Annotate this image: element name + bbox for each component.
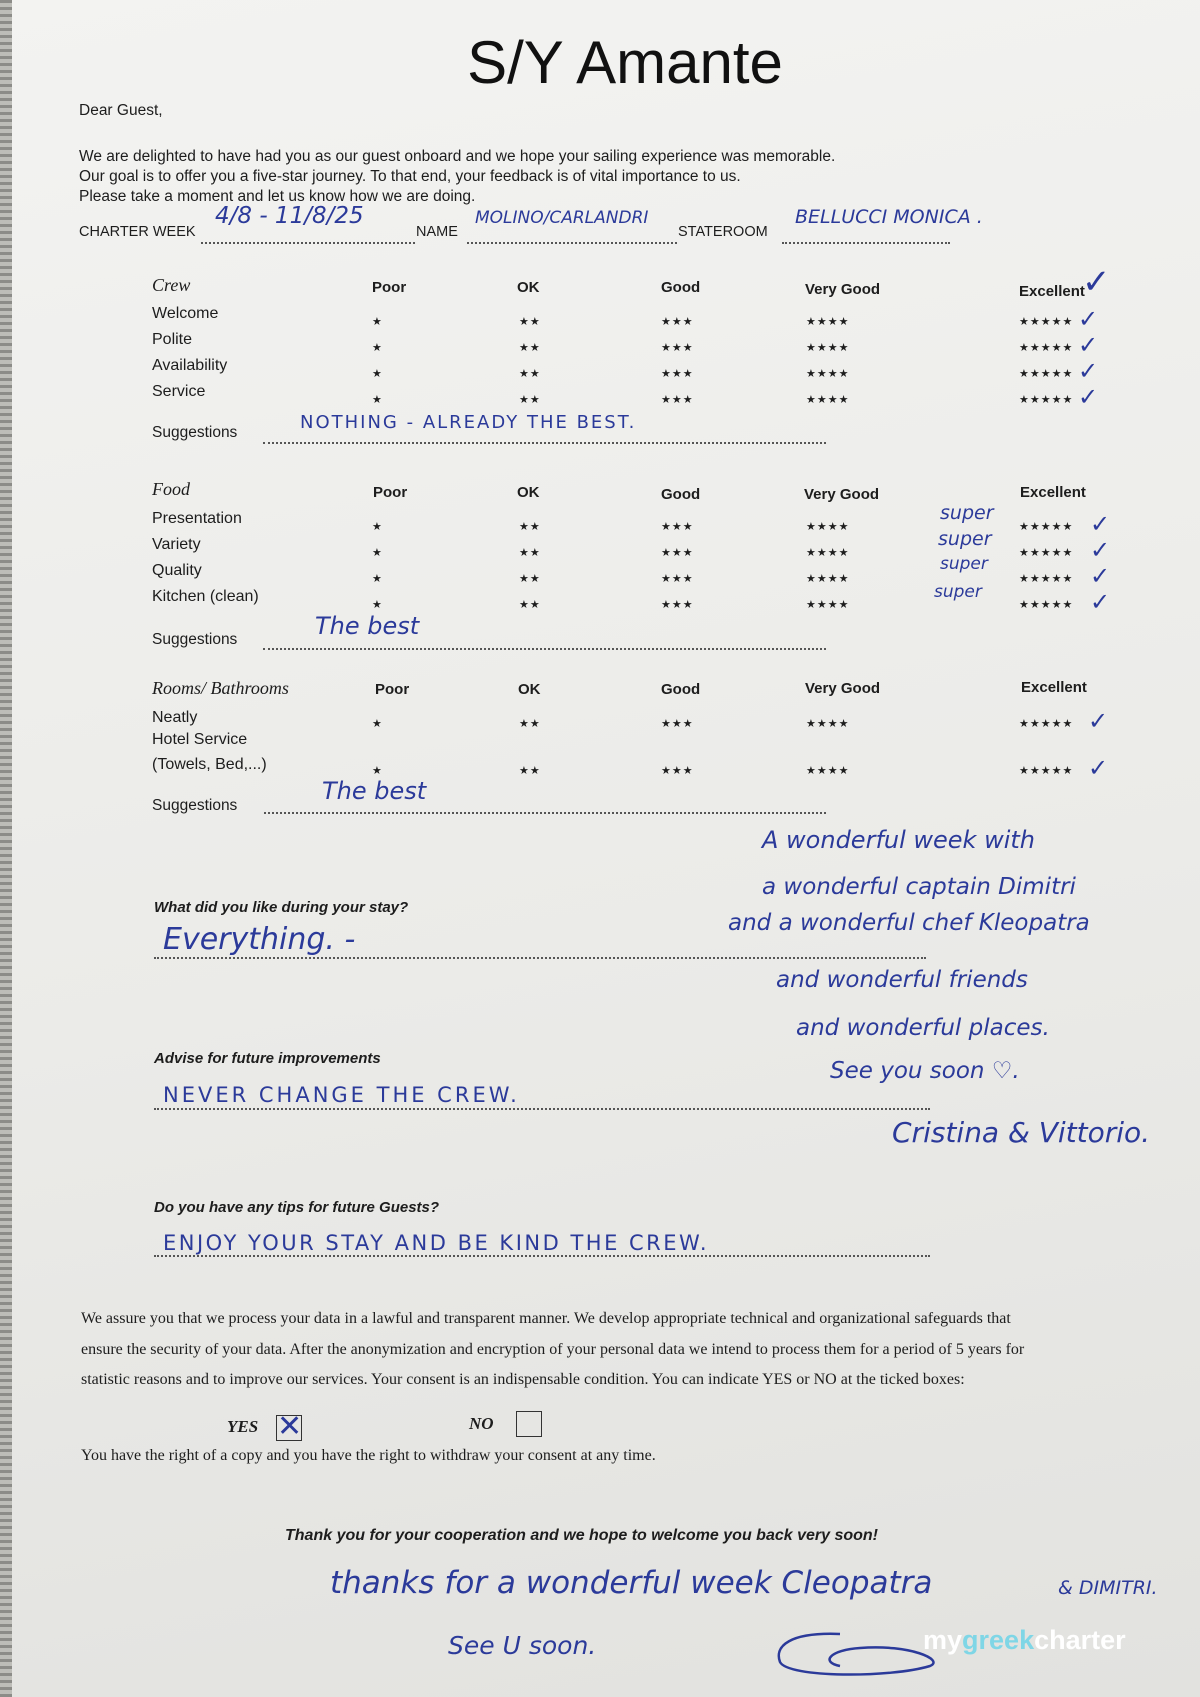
crew-row-2-star-option-2[interactable]: ★★ <box>519 368 541 380</box>
side-note-line-3: and a wonderful chef Kleopatra <box>728 910 1090 936</box>
rooms-row-0-check-icon: ✓ <box>1088 708 1109 735</box>
rooms-row-0-star-option-3[interactable]: ★★★ <box>661 718 694 730</box>
improve-question-label: Advise for future improvements <box>154 1050 381 1067</box>
rooms-row-1-star-option-1[interactable]: ★ <box>372 765 383 777</box>
crew-row-2-star-option-5[interactable]: ★★★★★ <box>1019 368 1074 380</box>
crew-row-2-star-option-1[interactable]: ★ <box>372 368 383 380</box>
crew-suggestions-line <box>263 442 826 444</box>
side-note-line-2: a wonderful captain Dimitri <box>762 874 1076 900</box>
crew-row-3-star-option-5[interactable]: ★★★★★ <box>1019 394 1074 406</box>
crew-item-welcome: Welcome <box>152 305 219 322</box>
excellent-header-check-icon: ✓ <box>1082 263 1111 301</box>
consent-no-label: NO <box>469 1414 494 1433</box>
charter-week-value[interactable]: 4/8 - 11/8/25 <box>215 203 364 229</box>
consent-no-checkbox[interactable] <box>516 1411 542 1437</box>
crew-row-1-check-icon: ✓ <box>1078 332 1099 359</box>
food-row-3-star-option-1[interactable]: ★ <box>372 599 383 611</box>
food-row-1-check-icon: ✓ <box>1090 537 1111 564</box>
food-row-0-star-option-3[interactable]: ★★★ <box>661 521 694 533</box>
rooms-row-1-star-option-4[interactable]: ★★★★ <box>806 765 850 777</box>
crew-row-0-star-option-2[interactable]: ★★ <box>519 316 541 328</box>
crew-item-polite: Polite <box>152 331 193 348</box>
consent-yes-cross-icon: ✕ <box>277 1410 303 1443</box>
food-row-0-star-option-4[interactable]: ★★★★ <box>806 521 850 533</box>
rooms-header-good: Good <box>661 681 701 698</box>
rooms-suggestions-label: Suggestions <box>152 797 238 814</box>
improve-answer[interactable]: NEVER CHANGE THE CREW. <box>163 1083 520 1107</box>
side-note-line-4: and wonderful friends <box>776 967 1028 993</box>
consent-rights: You have the right of a copy and you have the right to withdraw your consent at any time. <box>81 1447 656 1464</box>
food-note-kitchen: super <box>934 582 982 602</box>
liked-question-label: What did you like during your stay? <box>154 899 409 916</box>
food-row-1-star-option-2[interactable]: ★★ <box>519 547 541 559</box>
crew-header-ok: OK <box>517 279 540 296</box>
stateroom-value[interactable]: BELLUCCI MONICA . <box>795 206 983 228</box>
consent-yes-label: YES <box>227 1417 259 1436</box>
food-row-1-star-option-5[interactable]: ★★★★★ <box>1019 547 1074 559</box>
crew-header-poor: Poor <box>372 279 407 296</box>
rooms-row-0-star-option-2[interactable]: ★★ <box>519 718 541 730</box>
crew-suggestions-label: Suggestions <box>152 424 238 441</box>
crew-row-0-star-option-1[interactable]: ★ <box>372 316 383 328</box>
food-header-ok: OK <box>517 484 540 501</box>
rooms-suggestions-answer[interactable]: The best <box>322 777 427 805</box>
crew-item-availability: Availability <box>152 357 228 374</box>
consent-yes-checkbox[interactable] <box>276 1410 303 1443</box>
charter-week-label: CHARTER WEEK <box>79 224 196 240</box>
consent-line-3: statistic reasons and to improve our services. Your consent is an indispensable condition. You can indicate YES or NO at the ticked boxes: <box>81 1371 965 1388</box>
food-row-2-star-option-3[interactable]: ★★★ <box>661 573 694 585</box>
food-section-title: Food <box>152 479 190 499</box>
food-item-variety: Variety <box>152 536 201 553</box>
food-row-2-star-option-1[interactable]: ★ <box>372 573 383 585</box>
watermark-part-charter: charter <box>1034 1625 1126 1655</box>
food-header-excellent: Excellent <box>1020 484 1086 501</box>
intro-line-2: Our goal is to offer you a five-star journey. To that end, your feedback is of vital importance to us. <box>79 168 741 185</box>
crew-section-title: Crew <box>152 275 191 295</box>
watermark-logo <box>923 1625 1126 1656</box>
crew-row-0-star-option-5[interactable]: ★★★★★ <box>1019 316 1074 328</box>
charter-week-line <box>201 242 415 244</box>
food-row-0-star-option-2[interactable]: ★★ <box>519 521 541 533</box>
food-row-0-star-option-5[interactable]: ★★★★★ <box>1019 521 1074 533</box>
crew-row-2-check-icon: ✓ <box>1078 358 1099 385</box>
intro-line-3: Please take a moment and let us know how we are doing. <box>79 188 476 205</box>
food-row-2-check-icon: ✓ <box>1090 563 1111 590</box>
crew-row-1-star-option-5[interactable]: ★★★★★ <box>1019 342 1074 354</box>
rooms-header-very-good: Very Good <box>805 680 881 697</box>
crew-row-3-check-icon: ✓ <box>1078 384 1099 411</box>
rooms-row-1-star-option-3[interactable]: ★★★ <box>661 765 694 777</box>
food-note-variety: super <box>938 528 992 550</box>
crew-row-3-star-option-1[interactable]: ★ <box>372 394 383 406</box>
food-header-poor: Poor <box>373 484 408 501</box>
food-row-2-star-option-5[interactable]: ★★★★★ <box>1019 573 1074 585</box>
crew-header-excellent: Excellent <box>1019 283 1085 300</box>
food-row-1-star-option-3[interactable]: ★★★ <box>661 547 694 559</box>
rooms-row-0-star-option-5[interactable]: ★★★★★ <box>1019 718 1074 730</box>
crew-row-1-star-option-3[interactable]: ★★★ <box>661 342 694 354</box>
food-suggestions-answer[interactable]: The best <box>315 612 420 640</box>
rooms-suggestions-line <box>264 812 826 814</box>
crew-row-3-star-option-3[interactable]: ★★★ <box>661 394 694 406</box>
crew-row-3-star-option-2[interactable]: ★★ <box>519 394 541 406</box>
food-row-0-check-icon: ✓ <box>1090 511 1111 538</box>
food-row-3-star-option-5[interactable]: ★★★★★ <box>1019 599 1074 611</box>
food-row-3-star-option-3[interactable]: ★★★ <box>661 599 694 611</box>
crew-row-0-star-option-4[interactable]: ★★★★ <box>806 316 850 328</box>
crew-row-3-star-option-4[interactable]: ★★★★ <box>806 394 850 406</box>
intro-line-1: We are delighted to have had you as our guest onboard and we hope your sailing experience was memorable. <box>79 148 836 165</box>
food-row-1-star-option-4[interactable]: ★★★★ <box>806 547 850 559</box>
form-title: S/Y Amante <box>467 29 783 96</box>
food-note-quality: super <box>940 554 988 574</box>
crew-row-1-star-option-4[interactable]: ★★★★ <box>806 342 850 354</box>
crew-row-0-star-option-3[interactable]: ★★★ <box>661 316 694 328</box>
side-note-signature: Cristina & Vittorio. <box>892 1116 1151 1149</box>
food-row-3-check-icon: ✓ <box>1090 589 1111 616</box>
rooms-header-excellent: Excellent <box>1021 679 1087 696</box>
crew-item-service: Service <box>152 383 206 400</box>
binder-edge <box>0 0 12 1697</box>
food-header-very-good: Very Good <box>804 486 880 503</box>
crew-header-good: Good <box>661 279 701 296</box>
rooms-section-title: Rooms/ Bathrooms <box>152 678 289 698</box>
crew-row-1-star-option-1[interactable]: ★ <box>372 342 383 354</box>
closing-note-line-1: thanks for a wonderful week Cleopatra <box>330 1565 933 1601</box>
liked-answer-line <box>154 957 926 959</box>
stateroom-line <box>782 242 950 244</box>
food-note-presentation: super <box>940 502 994 524</box>
side-note-line-5: and wonderful places. <box>796 1015 1050 1041</box>
name-value[interactable]: MOLINO/CARLANDRI <box>475 208 649 228</box>
food-row-2-star-option-4[interactable]: ★★★★ <box>806 573 850 585</box>
rooms-row-1-check-icon: ✓ <box>1088 755 1109 782</box>
watermark-part-greek: greek <box>962 1625 1035 1655</box>
rooms-row-1-star-option-2[interactable]: ★★ <box>519 765 541 777</box>
closing-note-line-3: See U soon. <box>448 1631 597 1660</box>
stateroom-label: STATEROOM <box>678 224 768 240</box>
food-row-3-star-option-2[interactable]: ★★ <box>519 599 541 611</box>
consent-line-1: We assure you that we process your data in a lawful and transparent manner. We develop appropriate technical and organizational safeguards that <box>81 1310 1011 1327</box>
food-header-good: Good <box>661 486 701 503</box>
food-row-3-star-option-4[interactable]: ★★★★ <box>806 599 850 611</box>
rooms-item-towels-bed: (Towels, Bed,...) <box>152 756 267 773</box>
crew-header-very-good: Very Good <box>805 281 881 298</box>
side-note-line-1: A wonderful week with <box>762 826 1035 854</box>
closing-message: Thank you for your cooperation and we hope to welcome you back very soon! <box>285 1527 878 1544</box>
consent-line-2: ensure the security of your data. After the anonymization and encryption of your personal data we intend to process them for a period of 5 years for <box>81 1341 1025 1358</box>
liked-answer[interactable]: Everything. - <box>163 922 356 957</box>
rooms-row-0-star-option-1[interactable]: ★ <box>372 718 383 730</box>
rooms-item-neatly: Neatly <box>152 709 198 726</box>
food-suggestions-line <box>263 648 826 650</box>
food-item-kitchen: Kitchen (clean) <box>152 588 259 605</box>
crew-row-2-star-option-3[interactable]: ★★★ <box>661 368 694 380</box>
closing-note-line-2: & DIMITRI. <box>1058 1577 1158 1599</box>
improve-answer-line <box>154 1108 930 1110</box>
tips-answer-line <box>154 1255 930 1257</box>
crew-row-0-check-icon: ✓ <box>1078 306 1099 333</box>
tips-question-label: Do you have any tips for future Guests? <box>154 1199 440 1216</box>
name-label: NAME <box>416 224 458 240</box>
greeting: Dear Guest, <box>79 102 163 119</box>
rooms-row-0-star-option-4[interactable]: ★★★★ <box>806 718 850 730</box>
rooms-header-poor: Poor <box>375 681 410 698</box>
food-suggestions-label: Suggestions <box>152 631 238 648</box>
watermark-part-my: my <box>923 1625 963 1655</box>
food-row-2-star-option-2[interactable]: ★★ <box>519 573 541 585</box>
crew-row-1-star-option-2[interactable]: ★★ <box>519 342 541 354</box>
food-item-quality: Quality <box>152 562 202 579</box>
rooms-header-ok: OK <box>518 681 541 698</box>
tips-answer[interactable]: ENJOY YOUR STAY AND BE KIND THE CREW. <box>163 1231 710 1255</box>
rooms-item-hotel-service: Hotel Service <box>152 731 248 748</box>
food-row-0-star-option-1[interactable]: ★ <box>372 521 383 533</box>
food-item-presentation: Presentation <box>152 510 242 527</box>
side-note-line-6: See you soon ♡. <box>830 1058 1020 1084</box>
rooms-row-1-star-option-5[interactable]: ★★★★★ <box>1019 765 1074 777</box>
crew-suggestions-answer[interactable]: NOTHING - ALREADY THE BEST. <box>300 412 637 433</box>
name-line <box>467 242 677 244</box>
crew-row-2-star-option-4[interactable]: ★★★★ <box>806 368 850 380</box>
food-row-1-star-option-1[interactable]: ★ <box>372 547 383 559</box>
